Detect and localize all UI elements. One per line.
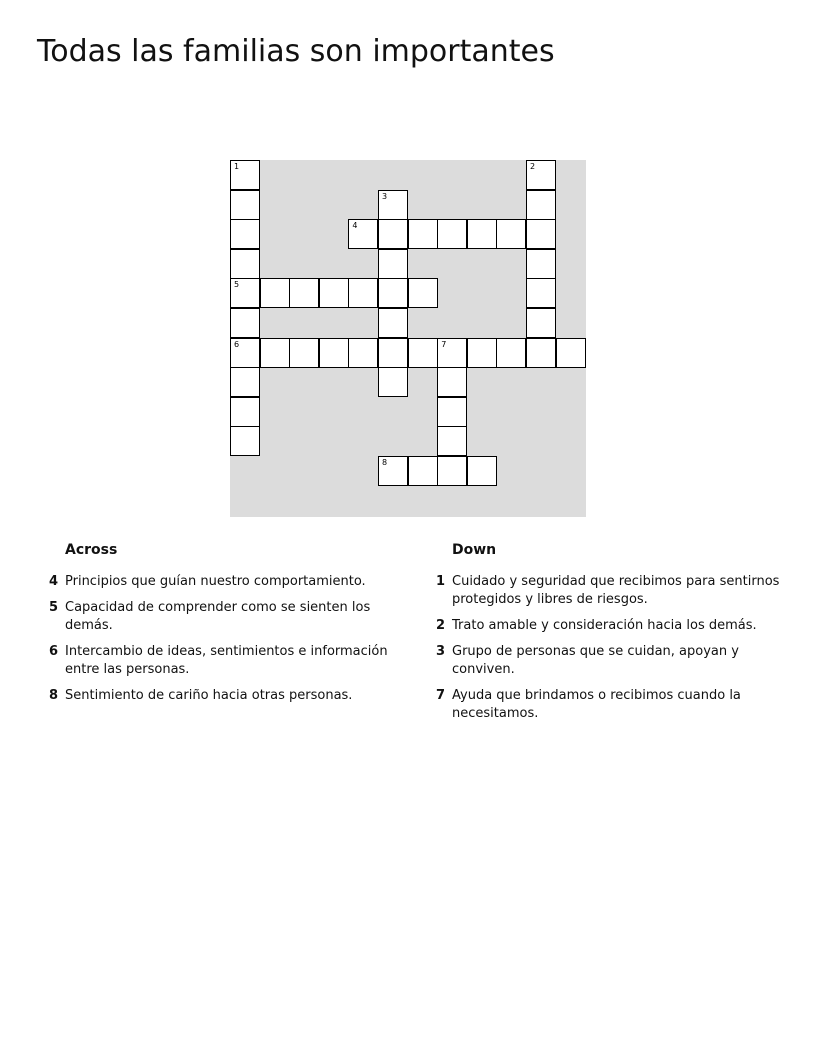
crossword-cell[interactable] — [289, 278, 319, 308]
crossword-cell[interactable] — [230, 367, 260, 397]
crossword-cell[interactable] — [319, 338, 349, 368]
clue-text: Trato amable y consideración hacia los demás. — [452, 618, 757, 633]
cell-number: 5 — [234, 280, 240, 290]
crossword-cell[interactable] — [230, 249, 260, 279]
cell-number: 4 — [352, 221, 358, 231]
across-clue — [38, 573, 388, 591]
crossword-cell[interactable] — [437, 397, 467, 427]
crossword-cell[interactable] — [378, 338, 408, 368]
crossword-cell[interactable] — [230, 397, 260, 427]
across-clue — [38, 687, 388, 705]
crossword-cell[interactable] — [496, 219, 526, 249]
cell-number: 8 — [382, 458, 388, 467]
crossword-cell[interactable] — [437, 456, 467, 486]
crossword-cell[interactable] — [230, 219, 260, 249]
crossword-cell[interactable] — [378, 190, 408, 220]
cell-number: 1 — [234, 162, 240, 171]
clue-text: Grupo de personas que se cuidan, apoyan y conviven. — [452, 644, 739, 677]
clue-text: Sentimiento de cariño hacia otras personas. — [65, 688, 353, 703]
page-title: Todas las familias son importantes — [37, 34, 555, 69]
clue-text: Cuidado y seguridad que recibimos para sentirnos protegidos y libres de riesgos. — [452, 574, 780, 607]
cell-number: 7 — [441, 339, 447, 349]
down-heading: Down — [452, 542, 497, 558]
crossword-cell[interactable] — [230, 160, 260, 190]
down-clue — [425, 687, 785, 723]
crossword-grid — [230, 160, 586, 517]
crossword-cell[interactable] — [437, 426, 467, 456]
crossword-cell[interactable] — [408, 278, 438, 308]
crossword-cell[interactable] — [496, 338, 526, 368]
crossword-cell[interactable] — [526, 338, 556, 368]
clue-text: Principios que guían nuestro comportamiento. — [65, 574, 366, 589]
crossword-cell[interactable] — [408, 456, 438, 486]
crossword-cell[interactable] — [437, 219, 467, 249]
clue-text: Intercambio de ideas, sentimientos e información entre las personas. — [65, 644, 388, 677]
crossword-cell[interactable] — [260, 278, 290, 308]
crossword-cell[interactable] — [378, 278, 408, 308]
clue-number: 7 — [435, 688, 445, 703]
across-clue-list — [38, 573, 388, 705]
clue-text: Capacidad de comprender como se sienten los demás. — [65, 600, 371, 633]
clue-number: 1 — [435, 574, 445, 589]
crossword-cell[interactable] — [556, 338, 586, 368]
crossword-cell[interactable] — [230, 426, 260, 456]
clue-number: 6 — [48, 644, 58, 659]
clue-number: 4 — [48, 574, 58, 589]
crossword-cell[interactable] — [526, 249, 556, 279]
cell-number: 6 — [234, 339, 240, 349]
across-clues — [38, 540, 388, 713]
crossword-cell[interactable] — [467, 338, 497, 368]
crossword-cell[interactable] — [348, 338, 378, 368]
down-clue — [425, 617, 785, 635]
crossword-cell[interactable] — [437, 367, 467, 397]
down-clues — [425, 540, 785, 731]
crossword-cell[interactable] — [526, 190, 556, 220]
crossword-cell[interactable] — [467, 456, 497, 486]
crossword-cell[interactable] — [408, 219, 438, 249]
crossword-cell[interactable] — [230, 308, 260, 338]
crossword-cell[interactable] — [348, 278, 378, 308]
crossword-cell[interactable] — [289, 338, 319, 368]
crossword-cell[interactable] — [378, 219, 408, 249]
crossword-cell[interactable] — [230, 190, 260, 220]
down-clue — [425, 573, 785, 609]
crossword-cell[interactable] — [378, 367, 408, 397]
crossword-cell[interactable] — [378, 249, 408, 279]
clue-number: 2 — [435, 618, 445, 633]
crossword-cell[interactable] — [437, 338, 467, 368]
crossword-cell[interactable] — [467, 219, 497, 249]
crossword-cell[interactable] — [230, 338, 260, 368]
clue-number: 5 — [48, 600, 58, 615]
cell-number: 2 — [530, 162, 536, 171]
crossword-cell[interactable] — [378, 308, 408, 338]
down-clue — [425, 643, 785, 679]
crossword-cell[interactable] — [526, 219, 556, 249]
down-clue-list — [425, 573, 785, 723]
across-heading: Across — [65, 542, 118, 558]
crossword-cell[interactable] — [526, 308, 556, 338]
crossword-cell[interactable] — [260, 338, 290, 368]
crossword-cell[interactable] — [408, 338, 438, 368]
crossword-cell[interactable] — [526, 160, 556, 190]
crossword-cell[interactable] — [526, 278, 556, 308]
across-clue — [38, 643, 388, 679]
clue-number: 3 — [435, 644, 445, 659]
crossword-cell[interactable] — [230, 278, 260, 308]
crossword-cell[interactable] — [319, 278, 349, 308]
crossword-cell[interactable] — [348, 219, 378, 249]
crossword-cell[interactable] — [378, 456, 408, 486]
across-clue — [38, 599, 388, 635]
clue-number: 8 — [48, 688, 58, 703]
cell-number: 3 — [382, 191, 388, 201]
clue-text: Ayuda que brindamos o recibimos cuando la necesitamos. — [452, 688, 741, 721]
